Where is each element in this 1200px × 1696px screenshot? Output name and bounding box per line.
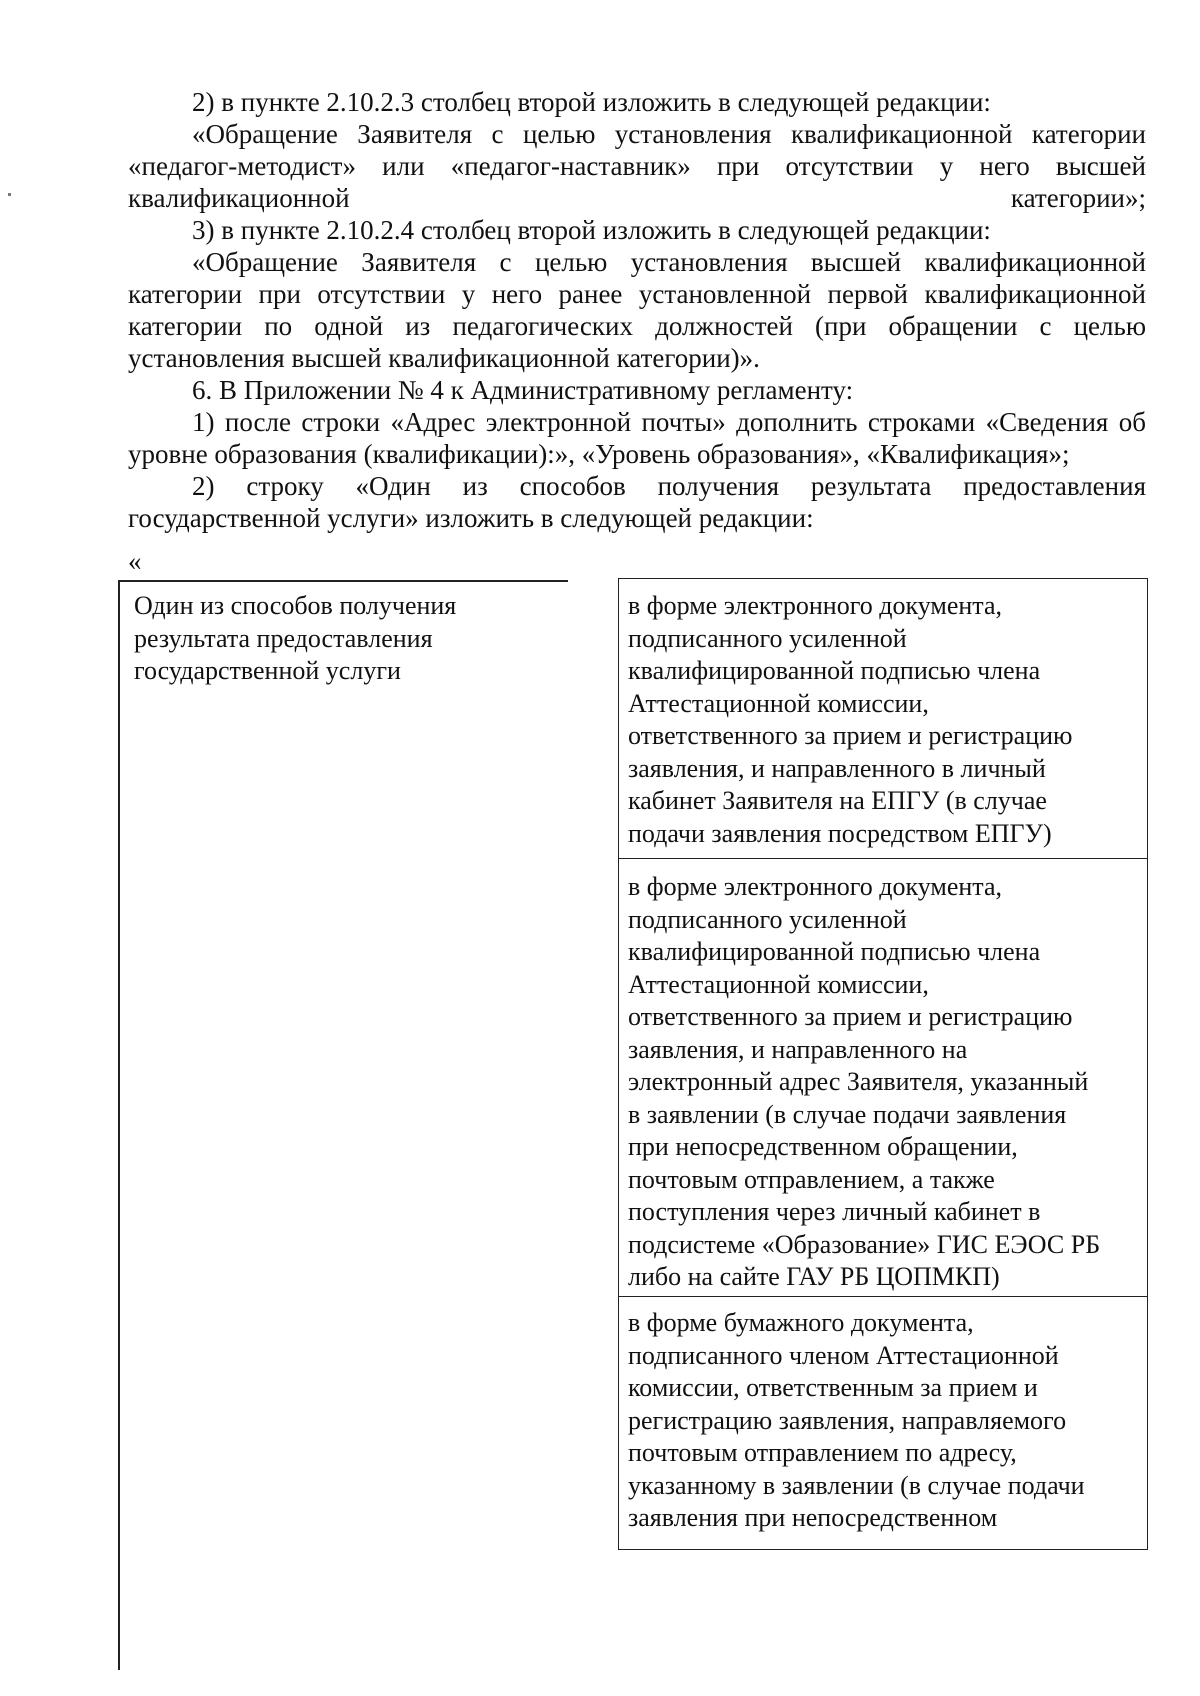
- table-cell-right-1-text: в форме электронного документа, подписанного усиленной квалифицированной подписью члена Аттестационной комиссии, ответственного за прием и регистрацию заявления, и направленного в личный кабинет Заявителя на ЕПГУ (в случае подачи заявления посредством ЕПГУ): [628, 591, 1073, 848]
- paragraph-item-3-2-10-2-4: 3) в пункте 2.10.2.4 столбец второй изложить в следующей редакции:: [192, 215, 991, 245]
- table-cell-right-2-text: в форме электронного документа, подписанного усиленной квалифицированной подписью члена Аттестационной комиссии, ответственного за прием и регистрацию заявления, и направленного на электронный адрес Заявителя, указанный в заявлении (в случае подачи заявления при непосредственном обращении, почтовым отправлением, а также поступления через личный кабинет в подсистеме «Образование» ГИС ЕЭОС РБ либо на сайте ГАУ РБ ЦОПМКП): [628, 872, 1101, 1291]
- paragraph-item-2-2-10-2-3: 2) в пункте 2.10.2.3 столбец второй изложить в следующей редакции:: [192, 87, 991, 117]
- paragraph-section-6: 6. В Приложении № 4 к Административному регламенту:: [192, 375, 854, 405]
- table-cell-left-label: Один из способов получения результата предоставления государственной услуги: [134, 591, 457, 685]
- opening-quote-mark: «: [128, 546, 142, 576]
- paragraph-item-1-add-rows: 1) после строки «Адрес электронной почты» дополнить строками «Сведения об уровне образования (квалификации):», «Уровень образования», «Квалификация»;: [128, 407, 1146, 469]
- table-top-border-left: [118, 580, 568, 582]
- paragraph-quote-methodist-text: «Обращение Заявителя с целью установления квалификационной категории «педагог-методист» или «педагог-наставник» при отсутствии у него высшей квалификационной категории»;: [128, 119, 1146, 213]
- table-cell-right-3: [618, 1296, 1148, 1550]
- table-left-border: [118, 580, 120, 1670]
- table-cell-right-2: [618, 858, 1148, 1297]
- table-cell-right-1: [618, 578, 1148, 859]
- table-cell-right-3-text: в форме бумажного документа, подписанного членом Аттестационной комиссии, ответственным за прием и регистрацию заявления, направляемого почтовым отправлением по адресу, указанному в заявлении (в случае подачи заявления при непосредственном: [628, 1308, 1085, 1532]
- paragraph-quote-higher-category: «Обращение Заявителя с целью установления высшей квалификационной категории при отсутствии у него ранее установленной первой квалификационной категории по одной из педагогических должностей (при обращении с целью установления высшей квалификационной категории)».: [128, 247, 1146, 373]
- paragraph-item-2-replace-row: 2) строку «Один из способов получения результата предоставления государственной услуги» изложить в следующей редакции:: [128, 471, 1146, 533]
- paragraph-quote-methodist: [128, 118, 1146, 214]
- scan-mark: [8, 193, 11, 196]
